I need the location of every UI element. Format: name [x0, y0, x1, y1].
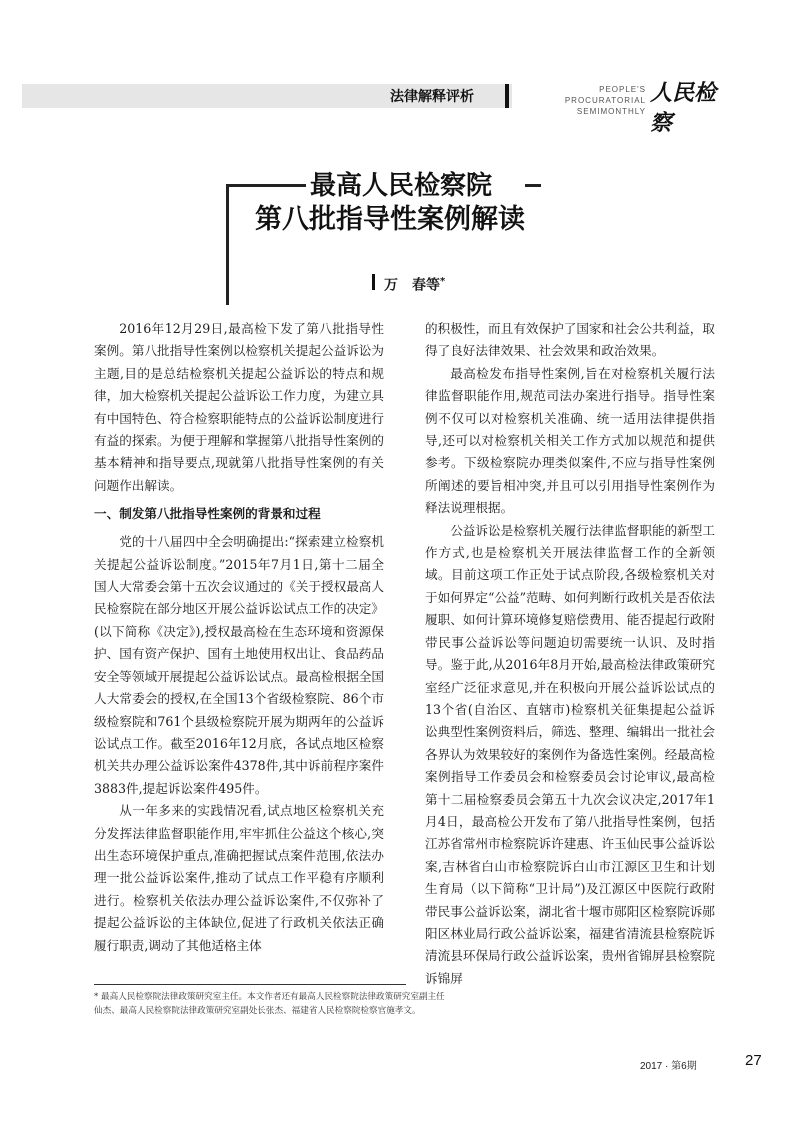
paragraph: 的积极性，而且有效保护了国家和社会公共利益，取得了良好法律效果、社会效果和政治效果。: [425, 321, 715, 359]
title-rule-left: [226, 184, 306, 187]
section-title: 法律解释评析: [390, 89, 474, 105]
paragraph: 从一年多来的实践情况看,试点地区检察机关充分发挥法律监督职能作用,牢牢抓住公益这个核心,突出生态环境保护重点,准确把握试点案件范围,依法办理一批公益诉讼案件,推动了试点工作平稳有序顺利进行。检察机关依法办理公益诉讼案件,不仅弥补了提起公益诉讼的主体缺位,促进了行政机关依法正确履行职责,调动了其他适格主体: [94, 803, 384, 953]
article-title-line1: 最高人民检察院: [310, 171, 493, 201]
footnote-divider: [94, 984, 406, 985]
issue-label: 2017 · 第6期: [640, 1061, 697, 1072]
paragraph: 公益诉讼是检察机关履行法律监督职能的新型工作方式,也是检察机关开展法律监督工作的全新领域。目前这项工作正处于试点阶段,各级检察机关对于如何界定“公益”范畴、如何判断行政机关是否依法履职、如何计算环境修复赔偿费用、能否提起行政附带民事公益诉讼等问题迫切需要统一认识、及时指导。鉴于此,从2016年8月开始,最高检法律政策研究室经广泛征求意见,并在积极向开展公益诉讼试点的13个省(自治区、直辖市)检察机关征集提起公益诉讼典型性案例资料后，筛选、整理、编辑出一批社会各界认为效果较好的案例作为备选性案例。经最高检案例指导工作委员会和检察委员会讨论审议,最高检第十二届检察委员会第五十九次会议决定,2017年1月4日，最高检公开发布了第八批指导性案例，包括江苏省常州市检察院诉许建惠、许玉仙民事公益诉讼案,吉林省白山市检察院诉白山市江源区卫生和计划生育局（以下简称“卫计局”)及江源区中医院行政附带民事公益诉讼案，湖北省十堰市郧阳区检察院诉郧阳区林业局行政公益诉讼案，福建省清流县检察院诉清流县环保局行政公益诉讼案，贵州省锦屏县检察院诉锦屏: [425, 522, 715, 986]
header-divider: [505, 84, 509, 108]
footnote-line: * 最高人民检察院法律政策研究室主任。本文作者还有最高人民检察院法律政策研究室副主任: [94, 992, 445, 1002]
section-heading: 一、制发第八批指导性案例的背景和过程: [94, 506, 321, 522]
footnote-line: 仙杰、最高人民检察院法律政策研究室副处长张杰、福建省人民检察院检察官施孝文。: [94, 1006, 421, 1016]
left-column: [94, 318, 384, 957]
footnote: [94, 990, 714, 1018]
journal-en-line1: PEOPLE'S PROCURATORIAL: [564, 85, 646, 105]
paragraph: 党的十八届四中全会明确提出:“探索建立检察机关提起公益诉讼制度。”2015年7月1日,第十二届全国人大常委会第十五次会议通过的《关于授权最高人民检察院在部分地区开展公益诉讼试点工作的决定》(以下简称《决定》),授权最高检在生态环境和资源保护、国有资产保护、国有土地使用权出让、食品药品安全等领域开展提起公益诉讼试点。最高检根据全国人大常委会的授权,在全国13个省级检察院、86个市级检察院和761个县级检察院开展为期两年的公益诉讼试点工作。截至2016年12月底，各试点地区检察机关共办理公益诉讼案件4378件,其中诉前程序案件3883件,提起诉讼案件495件。: [94, 534, 384, 796]
journal-english-name: [536, 84, 646, 117]
article-title-line2: 第八批指导性案例解读: [255, 204, 525, 235]
page-number: 27: [745, 1052, 762, 1069]
author-name: 万 春等: [384, 277, 440, 294]
author-footnote-mark: *: [440, 276, 446, 287]
journal-logo: 人民检察: [650, 80, 717, 136]
right-column: [425, 318, 715, 990]
author-line: [384, 270, 504, 294]
paragraph: 最高检发布指导性案例,旨在对检察机关履行法律监督职能作用,规范司法办案进行指导。指导性案例不仅可以对检察机关准确、统一适用法律提供指导,还可以对检察机关相关工作方式加以规范和提供参考。下级检察院办理类似案件,不应与指导性案例所阐述的要旨相冲突,并且可以引用指导性案例作为释法说理根据。: [425, 365, 715, 516]
title-rule-right: [525, 184, 541, 187]
paragraph: 2016年12月29日,最高检下发了第八批指导性案例。第八批指导性案例以检察机关提起公益诉讼为主题,目的是总结检察机关提起公益诉讼的特点和规律，加大检察机关提起公益诉讼工作力度，为建立具有中国特色、符合检察职能特点的公益诉讼制度进行有益的探索。为便于理解和掌握第八批指导性案例的基本精神和指导要点,现就第八批指导性案例的有关问题作出解读。: [94, 321, 384, 493]
journal-en-line2: SEMIMONTHLY: [576, 107, 646, 116]
author-marker: [372, 274, 375, 290]
